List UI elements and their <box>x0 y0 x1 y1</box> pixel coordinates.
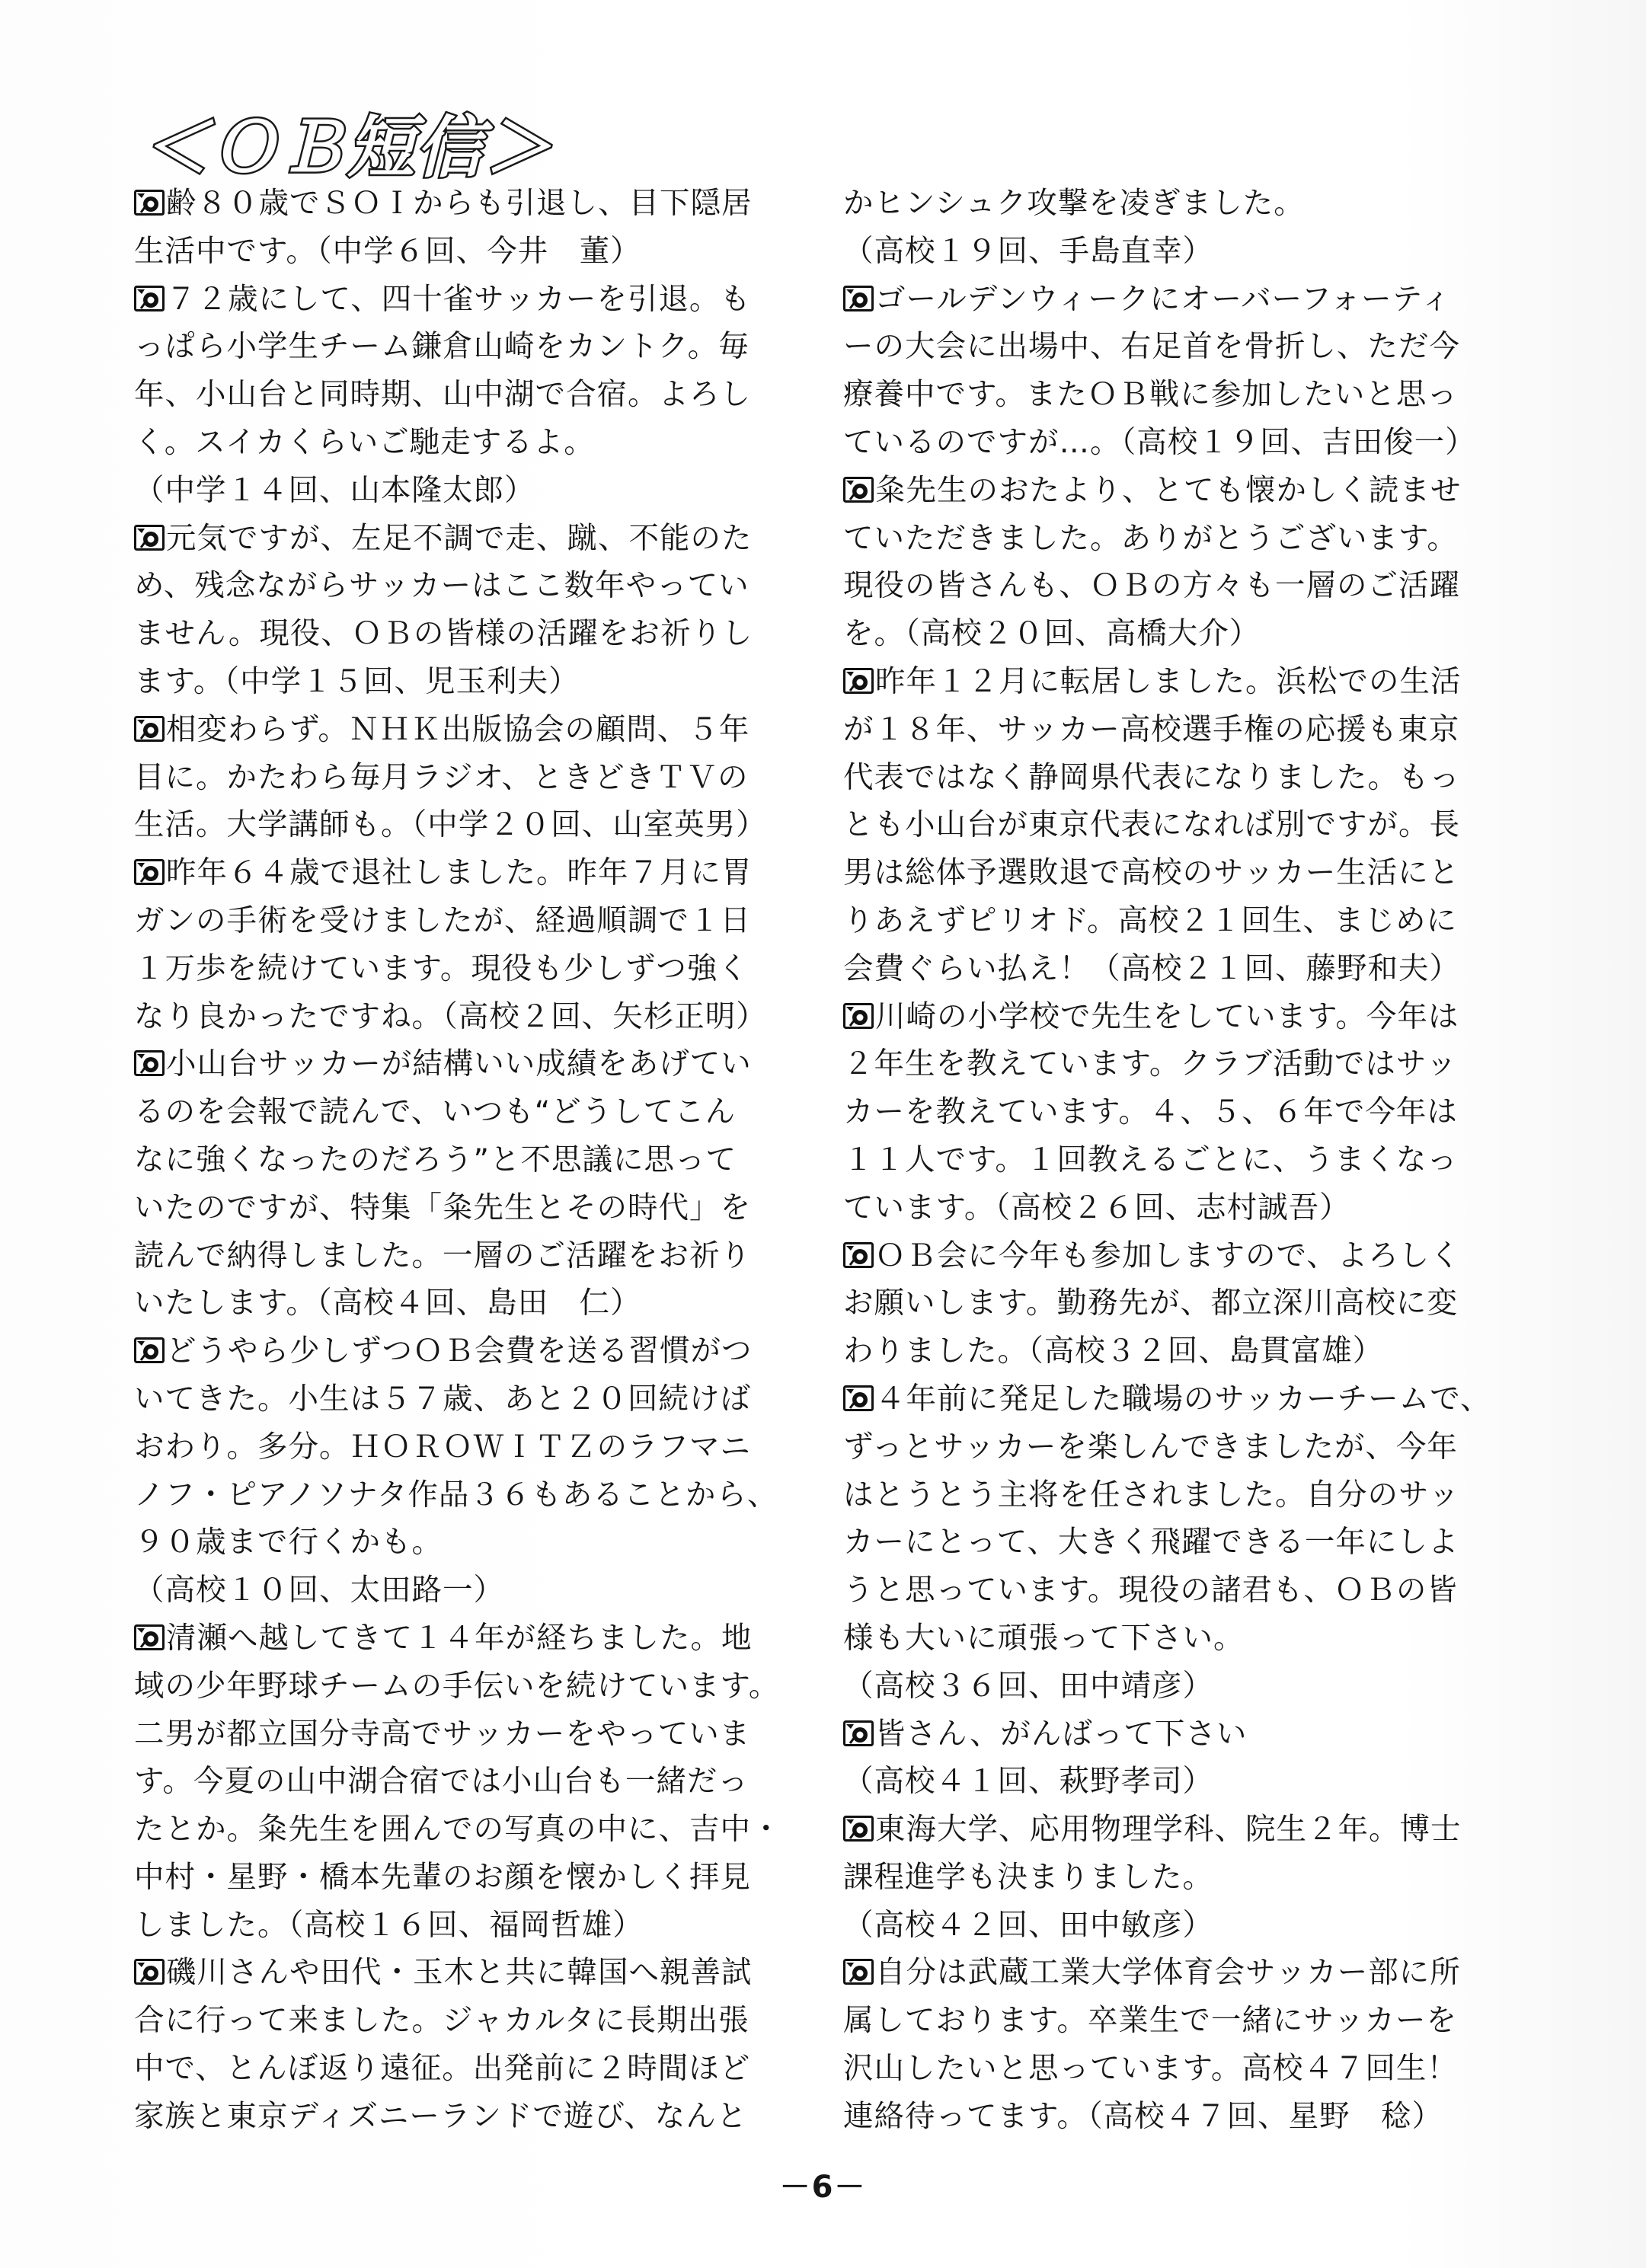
line-text: １１人です。１回教えるごとに、うまくなっ <box>843 1142 1458 1177</box>
camera-icon <box>134 190 165 216</box>
line-text: るのを会報で読んで、いつも“どうしてこん <box>134 1094 737 1130</box>
line-text: とも小山台が東京代表になれば別ですが。長 <box>843 807 1460 843</box>
text-line <box>134 1040 820 1088</box>
text-line <box>134 945 820 993</box>
camera-icon <box>134 1050 165 1076</box>
line-text: （中学１４回、山本隆太郎） <box>134 472 535 508</box>
line-text: ます。（中学１５回、児玉利夫） <box>134 663 580 699</box>
text-line <box>843 897 1529 945</box>
section-title: ＜ＯＢ短信＞ <box>142 108 554 187</box>
camera-icon <box>843 668 874 694</box>
line-text: 家族と東京ディズニーランドで遊び、なんと <box>134 2098 748 2134</box>
text-line <box>843 1567 1529 1615</box>
text-line <box>134 2045 820 2093</box>
line-text: ずっとサッカーを楽しんできましたが、今年 <box>843 1429 1458 1465</box>
line-text: 相変わらず。ＮＨＫ出版協会の顧問、５年 <box>166 711 750 747</box>
line-text: カーにとって、大きく飛躍できる一年にしよ <box>843 1525 1459 1560</box>
line-text: ＯＢ会に今年も参加しますので、よろしく <box>875 1238 1461 1273</box>
camera-icon <box>843 1003 874 1029</box>
text-line <box>843 1806 1529 1854</box>
camera-icon <box>134 525 165 551</box>
text-line <box>134 323 820 371</box>
text-line <box>843 276 1529 324</box>
line-text: なり良かったですね。（高校２回、矢杉正明） <box>134 998 767 1034</box>
text-line <box>843 801 1529 849</box>
text-line <box>134 658 820 706</box>
line-text: （高校１９回、手島直幸） <box>843 233 1213 269</box>
camera-icon <box>843 1959 874 1985</box>
text-line <box>134 515 820 563</box>
text-line <box>843 1471 1529 1519</box>
right-column <box>843 180 1529 2141</box>
text-line <box>843 1423 1529 1471</box>
text-line <box>843 419 1529 467</box>
text-line <box>843 993 1529 1041</box>
text-line <box>134 1758 820 1806</box>
text-line <box>843 1088 1529 1136</box>
text-line <box>134 1136 820 1184</box>
line-text: が１８年、サッカー高校選手権の応援も東京 <box>843 711 1460 747</box>
text-line <box>134 228 820 276</box>
camera-icon <box>843 1242 874 1268</box>
text-line <box>134 1519 820 1567</box>
text-line <box>134 1663 820 1711</box>
line-text: 川崎の小学校で先生をしています。今年は <box>875 998 1459 1034</box>
text-line <box>134 562 820 610</box>
text-line <box>843 515 1529 563</box>
line-text: 生活中です。（中学６回、今井 董） <box>134 233 641 269</box>
line-text: （高校４２回、田中敏彦） <box>843 1907 1213 1943</box>
line-text: 沢山したいと思っています。高校４７回生！ <box>843 2051 1458 2087</box>
line-text: 東海大学、応用物理学科、院生２年。博士 <box>875 1812 1462 1848</box>
line-text: 二男が都立国分寺高でサッカーをやっていま <box>134 1716 751 1752</box>
line-text: 自分は武蔵工業大学体育会サッカー部に所 <box>875 1955 1461 1991</box>
text-line <box>843 371 1529 419</box>
line-text: っぱら小学生チーム鎌倉山崎をカントク。毎 <box>134 329 749 365</box>
line-text: わりました。（高校３２回、島貫富雄） <box>843 1334 1384 1369</box>
text-line <box>134 993 820 1041</box>
line-text: ９０歳まで行くかも。 <box>134 1525 443 1560</box>
text-line <box>843 706 1529 754</box>
line-text: はとうとう主将を任されました。自分のサッ <box>843 1477 1460 1513</box>
line-text: ません。現役、ＯＢの皆様の活躍をお祈りし <box>134 616 753 652</box>
line-text: 代表ではなく静岡県代表になりました。もっ <box>843 759 1460 795</box>
text-line <box>134 1567 820 1615</box>
camera-icon <box>843 1816 874 1842</box>
line-text: どうやら少しずつＯＢ会費を送る習慣がつ <box>166 1334 753 1369</box>
text-line <box>843 754 1529 802</box>
text-line <box>843 1902 1529 1950</box>
text-line <box>134 1902 820 1950</box>
text-line <box>843 1949 1529 1997</box>
camera-icon <box>843 477 874 503</box>
text-line <box>843 1758 1529 1806</box>
text-line <box>843 1040 1529 1088</box>
line-text: いたのですが、特集「粂先生とその時代」を <box>134 1190 751 1225</box>
text-line <box>843 2045 1529 2093</box>
text-line <box>843 1375 1529 1423</box>
line-text: ２年生を教えています。クラブ活動ではサッ <box>843 1046 1458 1082</box>
line-text: お願いします。勤務先が、都立深川高校に変 <box>843 1286 1458 1321</box>
line-text: す。今夏の山中湖合宿では小山台も一緒だっ <box>134 1764 749 1800</box>
line-text: ーの大会に出場中、右足首を骨折し、ただ今 <box>843 329 1460 365</box>
line-text: うと思っています。現役の諸君も、ＯＢの皆 <box>843 1573 1458 1608</box>
text-line <box>843 323 1529 371</box>
text-line <box>843 562 1529 610</box>
text-line <box>134 1423 820 1471</box>
line-text: たとか。粂先生を囲んでの写真の中に、吉中・ <box>134 1812 782 1848</box>
text-line <box>843 945 1529 993</box>
line-text: 年、小山台と同時期、山中湖で合宿。よろし <box>134 377 751 413</box>
text-line <box>843 1615 1529 1663</box>
text-line <box>843 1327 1529 1375</box>
line-text: なに強くなったのだろう”と不思議に思って <box>134 1142 737 1177</box>
text-line <box>134 180 820 228</box>
line-text: しました。（高校１６回、福岡哲雄） <box>134 1907 644 1943</box>
line-text: かヒンシュク攻撃を凌ぎました。 <box>843 186 1305 221</box>
text-line <box>843 228 1529 276</box>
line-text: ています。（高校２６回、志村誠吾） <box>843 1190 1350 1225</box>
line-text: ノフ・ピアノソナタ作品３６もあることから、 <box>134 1477 778 1513</box>
line-text: おわり。多分。ＨＯＲＯＷＩＴＺのラフマニ <box>134 1429 751 1465</box>
line-text: め、残念ながらサッカーはここ数年やってい <box>134 568 749 604</box>
line-text: 会費ぐらい払え！（高校２１回、藤野和夫） <box>843 950 1460 986</box>
text-line <box>134 1088 820 1136</box>
text-line <box>843 1279 1529 1327</box>
text-line <box>134 276 820 324</box>
camera-icon <box>134 859 165 885</box>
text-line <box>134 1184 820 1232</box>
text-line <box>134 371 820 419</box>
text-line <box>134 1279 820 1327</box>
line-text: 連絡待ってます。（高校４７回、星野 稔） <box>843 2098 1443 2134</box>
camera-icon <box>134 1959 165 1985</box>
line-text: 中村・星野・橋本先輩のお顔を懐かしく拝見 <box>134 1859 751 1895</box>
line-text: ゴールデンウィークにオーバーフォーティ <box>875 281 1452 317</box>
line-text: ４年前に発足した職場のサッカーチームで、 <box>875 1381 1491 1417</box>
line-text: 皆さん、がんばって下さい <box>875 1716 1248 1752</box>
text-line <box>134 610 820 658</box>
text-line <box>134 897 820 945</box>
text-line <box>134 1375 820 1423</box>
text-line <box>134 1806 820 1854</box>
line-text: 属しております。卒業生で一緒にサッカーを <box>843 2003 1458 2039</box>
line-text: 齢８０歳でＳＯＩからも引退し、目下隠居 <box>166 186 753 221</box>
text-line <box>134 706 820 754</box>
line-text: く。スイカくらいご馳走するよ。 <box>134 424 595 460</box>
line-text: ７２歳にして、四十雀サッカーを引退。も <box>166 281 751 317</box>
line-text: いてきた。小生は５７歳、あと２０回続けば <box>134 1381 751 1417</box>
line-text: 昨年６４歳で退社しました。昨年７月に胃 <box>166 855 753 891</box>
text-line <box>843 1997 1529 2045</box>
text-line <box>134 1471 820 1519</box>
line-text: 清瀬へ越してきて１４年が経ちました。地 <box>166 1620 753 1656</box>
text-line <box>843 1136 1529 1184</box>
text-line <box>134 2093 820 2141</box>
line-text: 域の少年野球チームの手伝いを続けています。 <box>134 1668 780 1704</box>
text-line <box>843 658 1529 706</box>
camera-icon <box>843 1385 874 1411</box>
line-text: 男は総体予選敗退で高校のサッカー生活にと <box>843 855 1460 891</box>
line-text: 現役の皆さんも、ＯＢの方々も一層のご活躍 <box>843 568 1460 604</box>
text-line <box>843 1519 1529 1567</box>
line-text: ていただきました。ありがとうございます。 <box>843 520 1458 556</box>
line-text: （高校４１回、萩野孝司） <box>843 1764 1213 1800</box>
camera-icon <box>134 716 165 742</box>
line-text: 小山台サッカーが結構いい成績をあげてい <box>166 1046 752 1082</box>
line-text: 合に行って来ました。ジャカルタに長期出張 <box>134 2003 749 2039</box>
camera-icon <box>134 1337 165 1363</box>
text-line <box>134 1615 820 1663</box>
text-line <box>134 1949 820 1997</box>
line-text: 昨年１２月に転居しました。浜松での生活 <box>875 663 1462 699</box>
line-text: 中で、とんぼ返り遠征。出発前に２時間ほど <box>134 2051 751 2087</box>
text-line <box>843 180 1529 228</box>
line-text: （高校１０回、太田路一） <box>134 1573 504 1608</box>
text-line <box>843 610 1529 658</box>
text-line <box>843 1184 1529 1232</box>
line-text: 元気ですが、左足不調で走、蹴、不能のた <box>166 520 753 556</box>
text-line <box>843 1232 1529 1280</box>
line-text: 課程進学も決まりました。 <box>843 1859 1213 1895</box>
text-line <box>134 1327 820 1375</box>
camera-icon <box>134 1624 165 1650</box>
line-text: 磯川さんや田代・玉木と共に韓国へ親善試 <box>166 1955 753 1991</box>
line-text: 療養中です。またＯＢ戦に参加したいと思っ <box>843 377 1458 413</box>
text-line <box>134 467 820 515</box>
text-line <box>134 801 820 849</box>
text-line <box>843 1711 1529 1758</box>
line-text: 様も大いに頑張って下さい。 <box>843 1620 1245 1656</box>
line-text: 粂先生のおたより、とても懐かしく読ませ <box>875 472 1462 508</box>
line-text: ているのですが…。（高校１９回、吉田俊一） <box>843 424 1476 460</box>
text-line <box>843 467 1529 515</box>
text-line <box>134 1854 820 1902</box>
line-text: 目に。かたわら毎月ラジオ、ときどきＴＶの <box>134 759 749 795</box>
line-text: 生活。大学講師も。（中学２０回、山室英男） <box>134 807 767 843</box>
text-line <box>843 1854 1529 1902</box>
text-line <box>134 1711 820 1758</box>
text-line <box>843 849 1529 897</box>
camera-icon <box>843 286 874 311</box>
line-text: （高校３６回、田中靖彦） <box>843 1668 1213 1704</box>
left-column <box>134 180 820 2141</box>
line-text: を。（高校２０回、高橋大介） <box>843 616 1261 652</box>
line-text: カーを教えています。４、５、６年で今年は <box>843 1094 1458 1130</box>
camera-icon <box>843 1720 874 1746</box>
line-text: いたします。（高校４回、島田 仁） <box>134 1286 641 1321</box>
text-line <box>134 1997 820 2045</box>
line-text: 読んで納得しました。一層のご活躍をお祈り <box>134 1238 751 1273</box>
text-line <box>843 2093 1529 2141</box>
line-text: りあえずピリオド。高校２１回生、まじめに <box>843 902 1458 938</box>
line-text: ガンの手術を受けましたが、経過順調で１日 <box>134 902 751 938</box>
text-line <box>134 849 820 897</box>
text-line <box>134 1232 820 1280</box>
text-line <box>843 1663 1529 1711</box>
page-number: －6－ <box>779 2170 867 2205</box>
camera-icon <box>134 286 165 311</box>
text-line <box>134 419 820 467</box>
text-line <box>134 754 820 802</box>
line-text: １万歩を続けています。現役も少しずつ強く <box>134 950 749 986</box>
